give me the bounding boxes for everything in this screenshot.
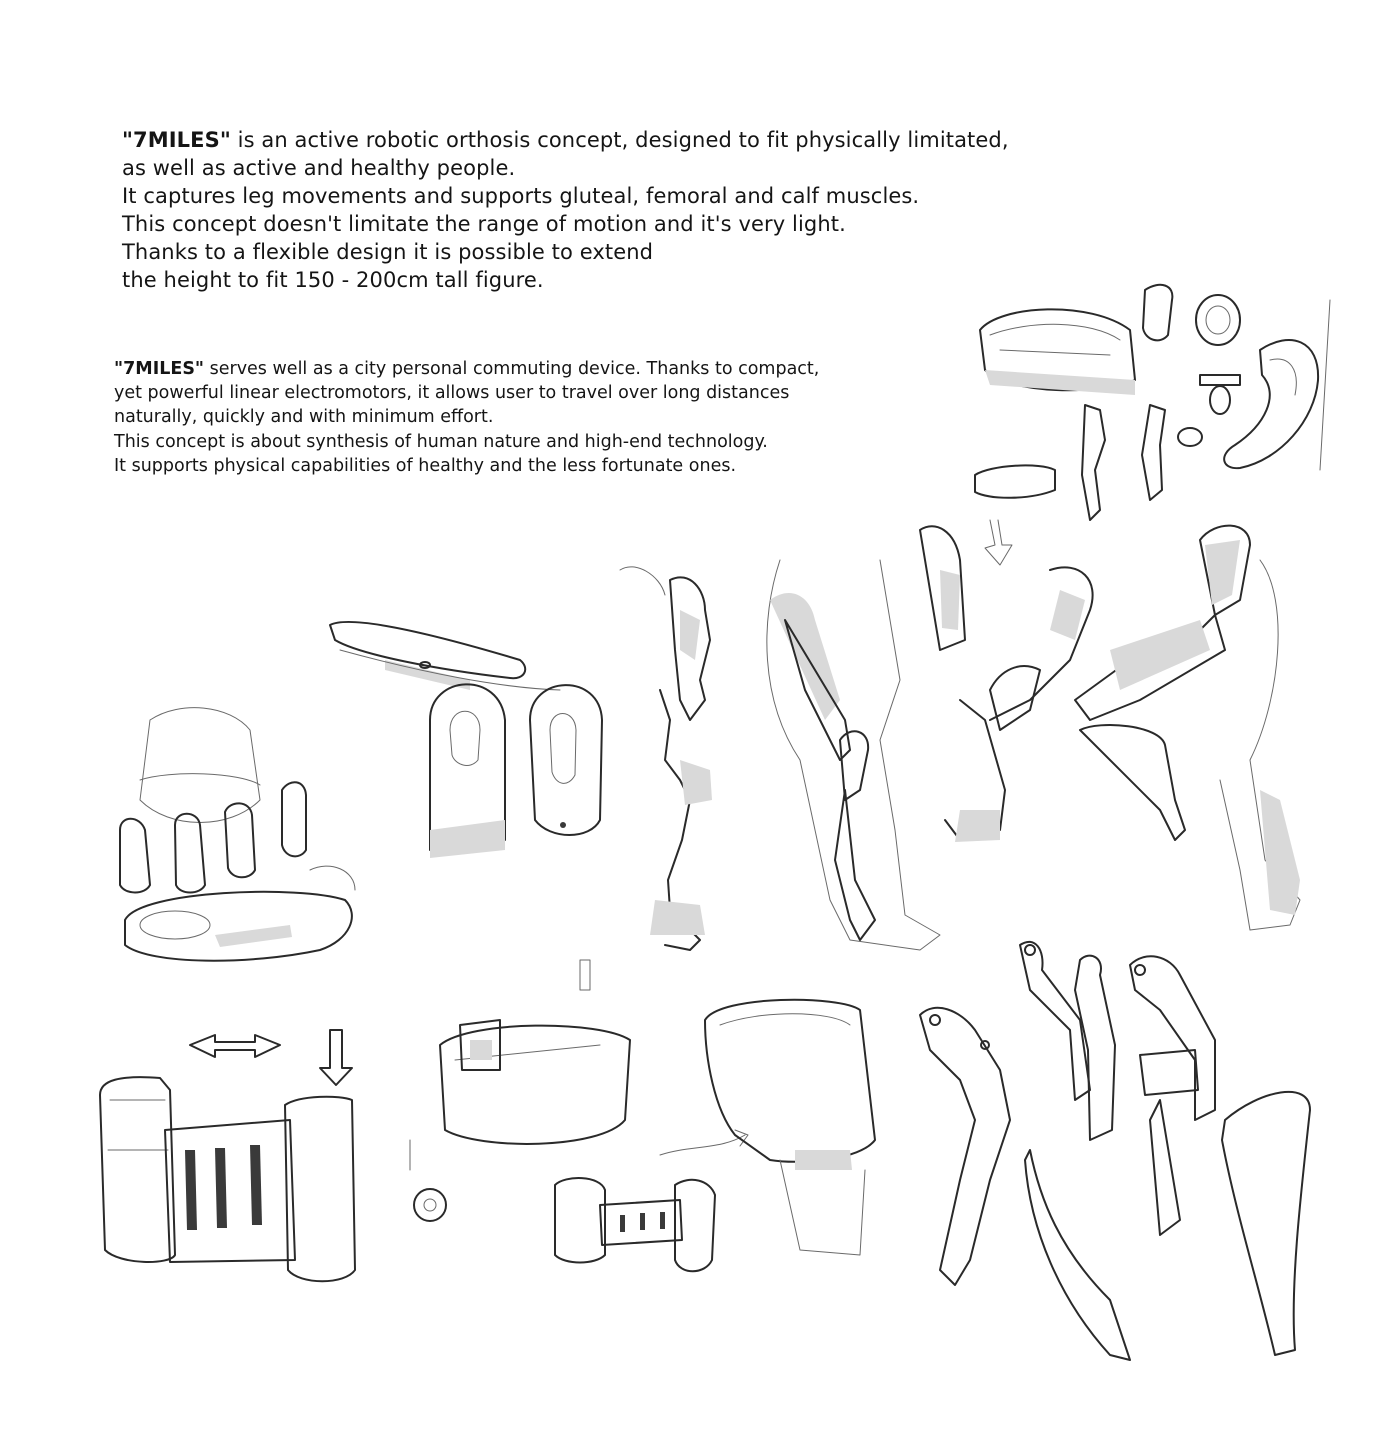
sole-part-sketch (330, 622, 560, 690)
intro-line-5: Thanks to a flexible design it is possible to extend (122, 240, 654, 264)
intro-line-2: as well as active and healthy people. (122, 156, 516, 180)
details-line-2: yet powerful linear electromotors, it allows user to travel over long distances (114, 383, 790, 404)
shin-guard-sketch (705, 1000, 875, 1255)
brand-name: "7MILES" (122, 128, 231, 152)
details-line-3: naturally, quickly and with minimum effort. (114, 407, 494, 428)
brand-name: "7MILES" (114, 359, 205, 379)
knee-pads-sketch (430, 684, 602, 858)
figure-walking-sketch (945, 526, 1300, 930)
intro-line-4: This concept doesn't limitate the range of motion and it's very light. (122, 212, 846, 236)
leg-frame-sketch (620, 567, 712, 950)
foot-brackets-sketch (920, 942, 1310, 1360)
walking-legs-sketch (767, 526, 965, 950)
belt-module-sketch (100, 1030, 355, 1281)
details-line-1: "7MILES" serves well as a city personal commuting device. Thanks to compact, (114, 359, 820, 379)
bracket-sketch (555, 1130, 748, 1271)
details-line-4: This concept is about synthesis of human nature and high-end technology. (114, 431, 768, 452)
intro-line-1: "7MILES" is an active robotic orthosis concept, designed to fit physically limitated, (122, 128, 1009, 152)
hip-module-sketch (980, 285, 1330, 470)
details-line-5: It supports physical capabilities of healthy and the less fortunate ones. (114, 455, 737, 476)
intro-line-3: It captures leg movements and supports gluteal, femoral and calf muscles. (122, 184, 920, 208)
seat-pads-sketch (120, 708, 355, 961)
actuator-parts-sketch (975, 405, 1165, 565)
intro-line-6: the height to fit 150 - 200cm tall figure. (122, 268, 544, 292)
